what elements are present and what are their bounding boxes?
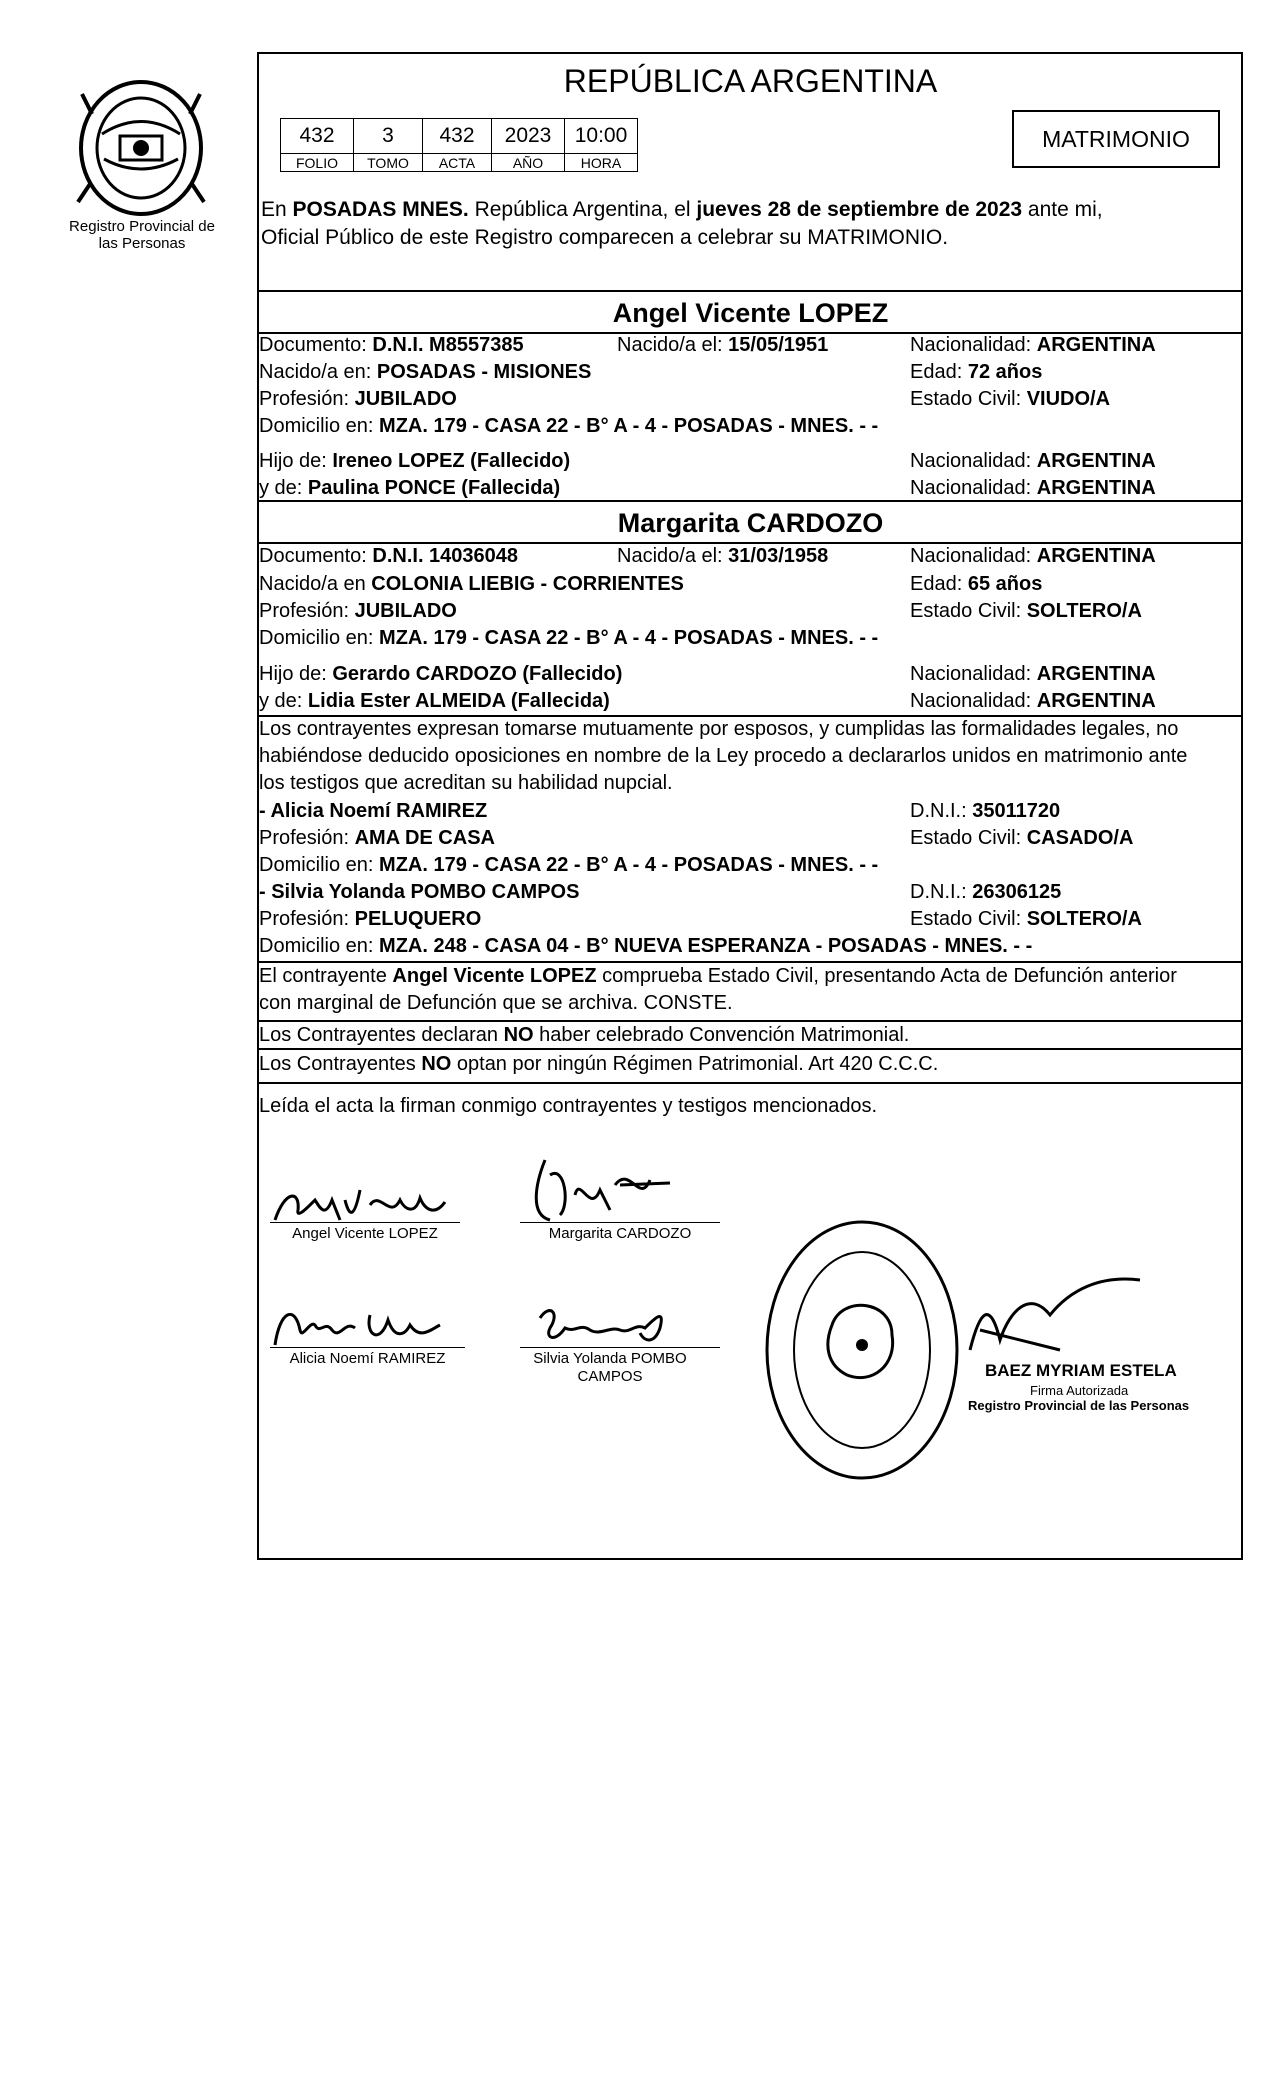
signature-line <box>270 1347 465 1348</box>
label: Nacido/a el: <box>617 334 729 356</box>
intro-text: República Argentina, el <box>468 198 697 221</box>
official-seal-icon <box>762 1215 962 1485</box>
spouse1-profession <box>259 386 457 412</box>
label: y de: <box>259 477 308 499</box>
value: ARGENTINA <box>1036 663 1156 685</box>
spouse1-birthplace <box>259 359 591 385</box>
witness1-civil-status <box>910 825 1133 851</box>
spouse2-father <box>259 661 622 687</box>
act-type-box: MATRIMONIO <box>1012 110 1220 168</box>
label: Profesión: <box>259 388 355 410</box>
value: MZA. 248 - CASA 04 - B° NUEVA ESPERANZA - POSADAS - MNES. - - <box>379 935 1033 957</box>
regime-text: Los Contrayentes declaran <box>259 1024 504 1046</box>
divider <box>259 500 1242 502</box>
value: VIUDO/A <box>1026 388 1111 410</box>
label: Nacionalidad: <box>910 334 1037 356</box>
spouse2-mother <box>259 688 610 714</box>
folio-value: 432 <box>281 119 354 154</box>
witness2-name: - Silvia Yolanda POMBO CAMPOS <box>259 881 580 903</box>
tomo-label: TOMO <box>354 154 423 172</box>
value: 72 años <box>967 361 1043 383</box>
spouse1-mother-nationality <box>910 475 1156 501</box>
witness1-name: - Alicia Noemí RAMIREZ <box>259 800 488 822</box>
label: y de: <box>259 690 308 712</box>
value: Ireneo LOPEZ (Fallecido) <box>332 450 571 472</box>
label: Hijo de: <box>259 450 333 472</box>
spouse1-nationality <box>910 332 1156 358</box>
value: JUBILADO <box>354 388 457 410</box>
label: Domicilio en: <box>259 627 380 649</box>
label: Edad: <box>910 573 968 595</box>
spouse2-age <box>910 571 1042 597</box>
spouse2-civil-status <box>910 598 1142 624</box>
regime-no: NO <box>421 1053 452 1075</box>
value: D.N.I. M8557385 <box>372 334 524 356</box>
value: MZA. 179 - CASA 22 - B° A - 4 - POSADAS - MNES. - - <box>379 854 879 876</box>
label: Edad: <box>910 361 968 383</box>
spouse1-document <box>259 332 524 358</box>
spouse2-name: Margarita CARDOZO <box>617 508 884 538</box>
tomo-value: 3 <box>354 119 423 154</box>
label: Documento: <box>259 545 373 567</box>
signature-line <box>270 1222 460 1223</box>
provincial-crest-icon <box>72 74 210 220</box>
label: Hijo de: <box>259 663 333 685</box>
declaration-line-1: Los contrayentes expresan tomarse mutuamente por esposos, y cumplidas las formalidades legales, no <box>259 718 1179 740</box>
value: Paulina PONCE (Fallecida) <box>307 477 561 499</box>
hour-value: 10:00 <box>565 119 638 154</box>
spouse2-birth-date <box>617 543 828 569</box>
label: D.N.I.: <box>910 881 973 903</box>
value: ARGENTINA <box>1036 690 1156 712</box>
divider <box>259 1082 1242 1084</box>
witness2-profession <box>259 906 481 932</box>
value: PELUQUERO <box>354 908 482 930</box>
note-line-2: con marginal de Defunción que se archiva. CONSTE. <box>259 992 733 1014</box>
witness1-profession <box>259 825 495 851</box>
value: POSADAS - MISIONES <box>376 361 592 383</box>
signature-line <box>520 1222 720 1223</box>
spouse1-civil-status <box>910 386 1110 412</box>
value: MZA. 179 - CASA 22 - B° A - 4 - POSADAS - MNES. - - <box>379 415 879 437</box>
signature-label-margarita: Margarita CARDOZO <box>548 1225 692 1242</box>
spouse1-age <box>910 359 1042 385</box>
divider <box>259 290 1242 292</box>
regime-text: haber celebrado Convención Matrimonial. <box>533 1024 910 1046</box>
declaration-line-3: los testigos que acreditan su habilidad nupcial. <box>259 772 673 794</box>
value: 35011720 <box>972 800 1061 822</box>
note-text: El contrayente <box>259 965 393 987</box>
witness1-dni <box>910 798 1060 824</box>
spouse1-address <box>259 413 878 439</box>
value: JUBILADO <box>354 600 457 622</box>
value: ARGENTINA <box>1036 334 1156 356</box>
value: Lidia Ester ALMEIDA (Fallecida) <box>307 690 610 712</box>
signature-label-alicia: Alicia Noemí RAMIREZ <box>289 1350 446 1367</box>
label: Estado Civil: <box>910 827 1027 849</box>
spouse1-name: Angel Vicente LOPEZ <box>612 298 889 328</box>
label: Domicilio en: <box>259 415 380 437</box>
intro-line-1 <box>261 196 1103 224</box>
value: MZA. 179 - CASA 22 - B° A - 4 - POSADAS - MNES. - - <box>379 627 879 649</box>
label: Domicilio en: <box>259 854 380 876</box>
record-codes-table <box>280 118 638 172</box>
regime-line-1 <box>259 1022 909 1048</box>
value: 31/03/1958 <box>728 545 829 567</box>
signature-alicia-ramirez <box>270 1300 480 1350</box>
signature-line <box>520 1347 720 1348</box>
divider <box>259 1048 1242 1050</box>
regime-text: Los Contrayentes <box>259 1053 422 1075</box>
label: Nacido/a el: <box>617 545 729 567</box>
spouse2-birthplace <box>259 571 684 597</box>
note-name: Angel Vicente LOPEZ <box>392 965 597 987</box>
official-name: BAEZ MYRIAM ESTELA <box>985 1361 1177 1380</box>
spouse2-address <box>259 625 878 651</box>
label: Estado Civil: <box>910 600 1027 622</box>
label: Domicilio en: <box>259 935 380 957</box>
signature-silvia-pombo <box>520 1298 700 1350</box>
official-org: Registro Provincial de las Personas <box>968 1398 1190 1413</box>
official-role: Firma Autorizada <box>1030 1383 1129 1398</box>
official-signature <box>960 1270 1150 1370</box>
signature-margarita-cardozo <box>520 1155 700 1230</box>
spouse2-document <box>259 543 518 569</box>
hour-label: HORA <box>565 154 638 172</box>
intro-place: POSADAS MNES. <box>292 198 469 221</box>
label: Nacionalidad: <box>910 690 1037 712</box>
spouse1-father-nationality <box>910 448 1156 474</box>
value: COLONIA LIEBIG - CORRIENTES <box>371 573 684 595</box>
label: Nacionalidad: <box>910 663 1037 685</box>
value: AMA DE CASA <box>354 827 495 849</box>
witness2-address <box>259 933 1032 959</box>
label: Estado Civil: <box>910 908 1027 930</box>
regime-no: NO <box>503 1024 534 1046</box>
regime-line-2 <box>259 1051 938 1077</box>
acta-value: 432 <box>423 119 492 154</box>
intro-line-2: Oficial Público de este Registro comparecen a celebrar su MATRIMONIO. <box>261 226 949 249</box>
label: Nacionalidad: <box>910 545 1037 567</box>
value: D.N.I. 14036048 <box>372 545 519 567</box>
note-text: comprueba Estado Civil, presentando Acta de Defunción anterior <box>596 965 1177 987</box>
year-value: 2023 <box>492 119 565 154</box>
spouse1-father <box>259 448 570 474</box>
label: Documento: <box>259 334 373 356</box>
label: Nacionalidad: <box>910 450 1037 472</box>
witness2-civil-status <box>910 906 1142 932</box>
intro-text: ante mi, <box>1022 198 1103 221</box>
witness1-address <box>259 852 878 878</box>
country-title: REPÚBLICA ARGENTINA <box>563 63 938 99</box>
closing-text: Leída el acta la firman conmigo contrayentes y testigos mencionados. <box>259 1095 878 1117</box>
value: CASADO/A <box>1026 827 1134 849</box>
intro-text: En <box>261 198 293 221</box>
label: Nacionalidad: <box>910 477 1037 499</box>
value: ARGENTINA <box>1036 545 1156 567</box>
signature-label-angel: Angel Vicente LOPEZ <box>292 1225 438 1242</box>
label: Nacido/a en <box>259 573 372 595</box>
spouse1-birth-date <box>617 332 828 358</box>
value: ARGENTINA <box>1036 450 1156 472</box>
label: Profesión: <box>259 908 355 930</box>
spouse1-mother <box>259 475 560 501</box>
label: D.N.I.: <box>910 800 973 822</box>
spouse2-father-nationality <box>910 661 1156 687</box>
registry-label: Registro Provincial de las Personas <box>69 218 215 252</box>
label: Estado Civil: <box>910 388 1027 410</box>
declaration-line-2: habiéndose deducido oposiciones en nombre de la Ley procedo a declararlos unidos en matrimonio ante <box>259 745 1188 767</box>
value: 65 años <box>967 573 1043 595</box>
value: 15/05/1951 <box>728 334 829 356</box>
spouse2-nationality <box>910 543 1156 569</box>
signature-label-silvia: Silvia Yolanda POMBO CAMPOS <box>533 1350 687 1385</box>
label: Profesión: <box>259 600 355 622</box>
value: Gerardo CARDOZO (Fallecido) <box>332 663 623 685</box>
value: 26306125 <box>972 881 1062 903</box>
spouse2-mother-nationality <box>910 688 1156 714</box>
value: SOLTERO/A <box>1026 600 1142 622</box>
spouse2-profession <box>259 598 457 624</box>
label: Nacido/a en: <box>259 361 377 383</box>
acta-label: ACTA <box>423 154 492 172</box>
folio-label: FOLIO <box>281 154 354 172</box>
value: SOLTERO/A <box>1026 908 1142 930</box>
witness2-dni <box>910 879 1061 905</box>
regime-text: optan por ningún Régimen Patrimonial. Art 420 C.C.C. <box>451 1053 939 1075</box>
value: ARGENTINA <box>1036 477 1156 499</box>
intro-date: jueves 28 de septiembre de 2023 <box>696 198 1023 221</box>
label: Profesión: <box>259 827 355 849</box>
year-label: AÑO <box>492 154 565 172</box>
note-line-1 <box>259 963 1177 989</box>
